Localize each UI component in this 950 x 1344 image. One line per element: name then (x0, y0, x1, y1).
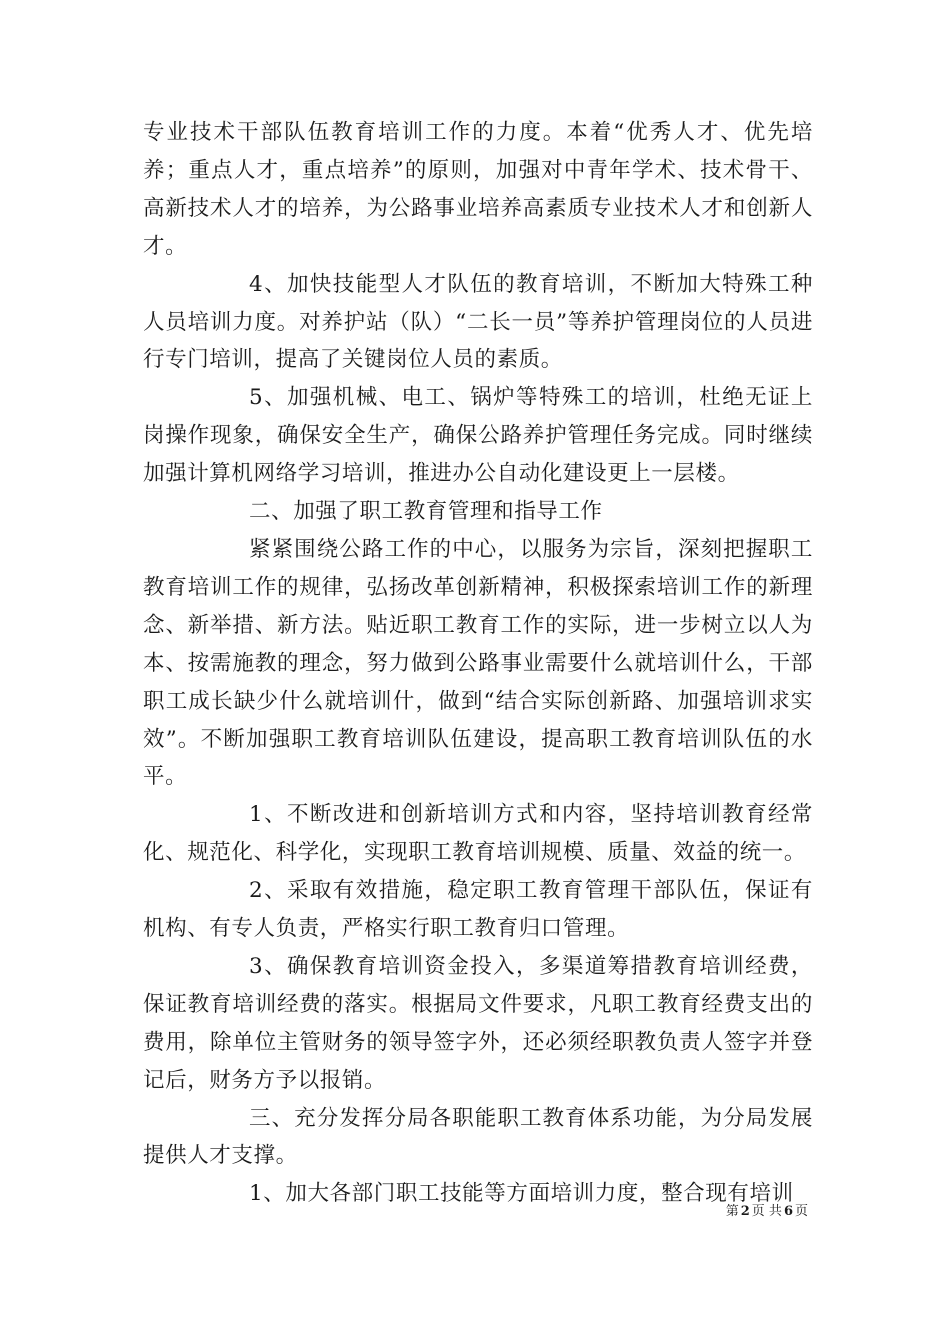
current-page-number: 2 (740, 1204, 750, 1219)
paragraph: 2、采取有效措施，稳定职工教育管理干部队伍，保证有机构、有专人负责，严格实行职工教育归口管理。 (143, 878, 813, 942)
footer-middle: 页 共 (751, 1204, 782, 1219)
paragraph: 4、加快技能型人才队伍的教育培训，不断加大特殊工种人员培训力度。对养护站（队）“二长一员”等养护管理岗位的人员进行专门培训，提高了关键岗位人员的素质。 (143, 271, 813, 373)
paragraph: 紧紧围绕公路工作的中心，以服务为宗旨，深刻把握职工教育培训工作的规律，弘扬改革创新精神，积极探索培训工作的新理念、新举措、新方法。贴近职工教育工作的实际，进一步树立以人为本、按需施教的理念，努力做到公路事业需要什么就培训什么，干部职工成长缺少什么就培训什，做到“结合实际创新路、加强培训求实效”。不断加强职工教育培训队伍建设，提高职工教育培训队伍的水平。 (143, 536, 813, 790)
total-page-number: 6 (783, 1204, 793, 1219)
paragraph: 1、加大各部门职工技能等方面培训力度，整合现有培训 (249, 1181, 794, 1207)
paragraph: 5、加强机械、电工、锅炉等特殊工的培训，杜绝无证上岗操作现象，确保安全生产，确保公路养护管理任务完成。同时继续加强计算机网络学习培训，推进办公自动化建设更上一层楼。 (143, 385, 813, 487)
document-body (143, 114, 813, 1213)
footer-prefix: 第 (725, 1204, 739, 1219)
section-heading: 二、加强了职工教育管理和指导工作 (249, 499, 603, 525)
paragraph: 专业技术干部队伍教育培训工作的力度。本着“优秀人才、优先培养；重点人才，重点培养”的原则，加强对中青年学术、技术骨干、高新技术人才的培养，为公路事业培养高素质专业技术人才和创新人才。 (143, 120, 813, 259)
paragraph: 3、确保教育培训资金投入，多渠道筹措教育培训经费，保证教育培训经费的落实。根据局文件要求，凡职工教育经费支出的费用，除单位主管财务的领导签字外，还必须经职教负责人签字并登记后，财务方予以报销。 (143, 953, 813, 1093)
footer-suffix: 页 (794, 1204, 808, 1219)
section-heading: 三、充分发挥分局各职能职工教育体系功能，为分局发展提供人才支撑。 (143, 1105, 813, 1169)
page-number-footer (700, 1203, 808, 1221)
paragraph: 1、不断改进和创新培训方式和内容，坚持培训教育经常化、规范化、科学化，实现职工教育培训规模、质量、效益的统一。 (143, 802, 813, 866)
